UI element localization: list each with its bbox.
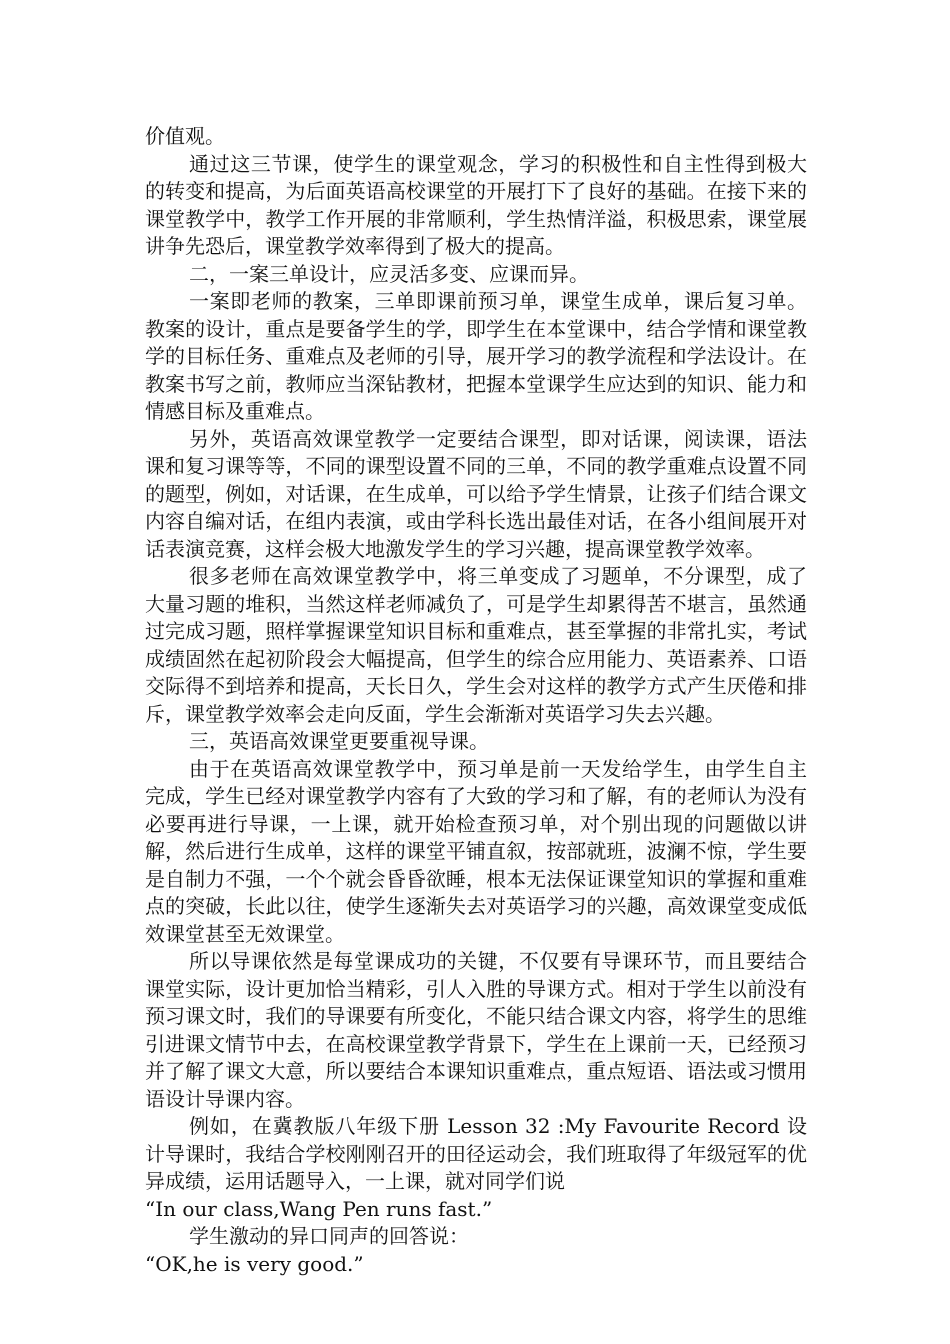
paragraph: 由于在英语高效课堂教学中，预习单是前一天发给学生，由学生自主完成，学生已经对课堂教学内容有了大致的学习和了解，有的老师认为没有必要再进行导课，一上课，就开始检查预习单，对个别出现的问题做以讲解，然后进行生成单，这样的课堂平铺直叙，按部就班，波澜不惊，学生要是自制力不强，一个个就会昏昏欲睡，根本无法保证课堂知识的掌握和重难点的突破，长此以往，使学生逐渐失去对英语学习的兴趣，高效课堂变成低效课堂甚至无效课堂。 xyxy=(145,756,807,946)
quoted-line: “In our class,Wang Pen runs fast.” xyxy=(145,1196,493,1221)
section-heading: 三，英语高效课堂更要重视导课。 xyxy=(189,729,489,753)
paragraph: 通过这三节课，使学生的课堂观念，学习的积极性和自主性得到极大的转变和提高，为后面英语高校课堂的开展打下了良好的基础。在接下来的课堂教学中，教学工作开展的非常顺利，学生热情洋溢，积极思索，课堂展讲争先恐后，课堂教学效率得到了极大的提高。 xyxy=(145,151,807,258)
paragraph: 例如，在冀教版八年级下册 Lesson 32 :My Favourite Record 设计导课时，我结合学校刚刚召开的田径运动会，我们班取得了年级冠军的优异成绩，运用话题导入，一上课，就对同学们说 xyxy=(145,1114,807,1193)
document-body xyxy=(145,123,807,1278)
paragraph: 所以导课依然是每堂课成功的关键，不仅要有导课环节，而且要结合课堂实际，设计更加恰当精彩，引人入胜的导课方式。相对于学生以前没有预习课文时，我们的导课要有所变化，不能只结合课文内容，将学生的思维引进课文情节中去，在高校课堂教学背景下，学生在上课前一天，已经预习并了解了课文大意，所以要结合本课知识重难点，重点短语、语法或习惯用语设计导课内容。 xyxy=(145,949,807,1111)
paragraph: 价值观。 xyxy=(145,124,225,148)
section-heading: 二，一案三单设计，应灵活多变、应课而异。 xyxy=(189,261,589,286)
quoted-line: “OK,he is very good.” xyxy=(145,1251,364,1276)
paragraph: 另外，英语高效课堂教学一定要结合课型，即对话课，阅读课，语法课和复习课等等，不同的课型设置不同的三单，不同的教学重难点设置不同的题型，例如，对话课，在生成单，可以给予学生情景，让孩子们结合课文内容自编对话，在组内表演，或由学科长选出最佳对话，在各小组间展开对话表演竞赛，这样会极大地激发学生的学习兴趣，提高课堂教学效率。 xyxy=(145,426,807,561)
paragraph: 很多老师在高效课堂教学中，将三单变成了习题单，不分课型，成了大量习题的堆积，当然这样老师减负了，可是学生却累得苦不堪言，虽然通过完成习题，照样掌握课堂知识目标和重难点，甚至掌握的非常扎实，考试成绩固然在起初阶段会大幅提高，但学生的综合应用能力、英语素养、口语交际得不到培养和提高，天长日久，学生会对这样的教学方式产生厌倦和排斥，课堂教学效率会走向反面，学生会渐渐对英语学习失去兴趣。 xyxy=(145,564,807,726)
paragraph: 一案即老师的教案，三单即课前预习单，课堂生成单，课后复习单。教案的设计，重点是要备学生的学，即学生在本堂课中，结合学情和课堂教学的目标任务、重难点及老师的引导，展开学习的教学流程和学法设计。在教案书写之前，教师应当深钻教材，把握本堂课学生应达到的知识、能力和情感目标及重难点。 xyxy=(145,289,807,423)
paragraph: 学生激动的异口同声的回答说： xyxy=(189,1224,469,1248)
